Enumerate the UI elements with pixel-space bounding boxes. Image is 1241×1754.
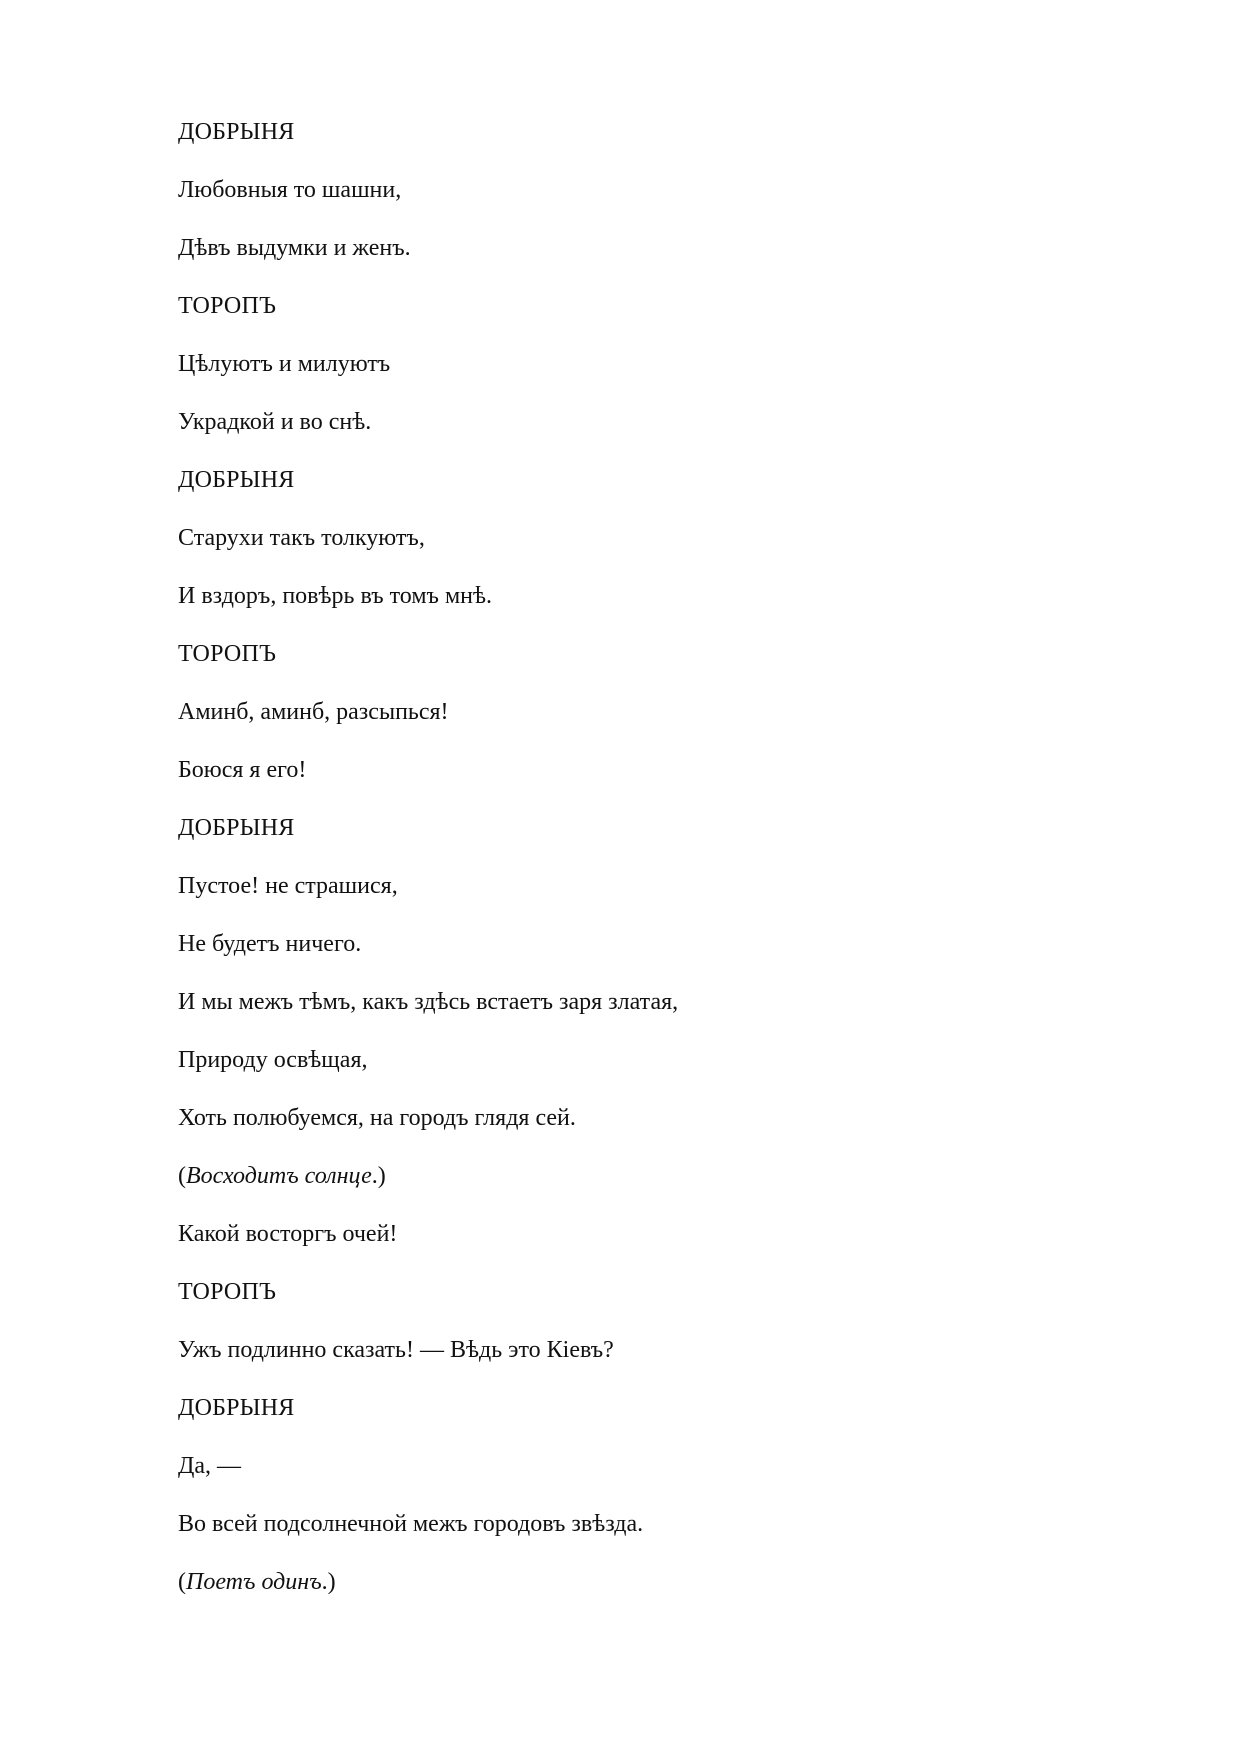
- stage-paren-open: (: [178, 1163, 186, 1189]
- verse-line: Аминб, аминб, разсыпься!: [178, 699, 449, 725]
- speaker-name: ДОБРЫНЯ: [178, 815, 295, 841]
- stage-direction-text: Поетъ одинъ: [186, 1569, 322, 1595]
- verse-line: Ужъ подлинно сказать! — Вѣдь это Кіевъ?: [178, 1337, 614, 1363]
- stage-direction: [178, 1562, 1158, 1620]
- verse-line: Цѣлуютъ и милуютъ: [178, 351, 391, 377]
- stage-direction: [178, 1156, 1158, 1214]
- speaker-name: ТОРОПЪ: [178, 641, 277, 667]
- verse-line: Какой восторгъ очей!: [178, 1221, 398, 1247]
- speaker-name: ДОБРЫНЯ: [178, 119, 295, 145]
- verse-line: Не будетъ ничего.: [178, 931, 362, 957]
- stage-paren-open: (: [178, 1569, 186, 1595]
- verse-line: Любовныя то шашни,: [178, 177, 402, 203]
- speaker-name: ДОБРЫНЯ: [178, 467, 295, 493]
- verse-line: И мы межъ тѣмъ, какъ здѣсь встаетъ заря златая,: [178, 989, 679, 1015]
- verse-line: Природу освѣщая,: [178, 1047, 368, 1073]
- stage-paren-close: .): [321, 1569, 336, 1595]
- verse-line: И вздоръ, повѣрь въ томъ мнѣ.: [178, 583, 493, 609]
- verse-line: Да, —: [178, 1453, 242, 1479]
- stage-direction-text: Восходитъ солнце: [186, 1163, 372, 1189]
- verse-line: Старухи такъ толкуютъ,: [178, 525, 425, 551]
- speaker-name: ТОРОПЪ: [178, 293, 277, 319]
- speaker-name: ТОРОПЪ: [178, 1279, 277, 1305]
- speaker-name: ДОБРЫНЯ: [178, 1395, 295, 1421]
- verse-line: Хоть полюбуемся, на городъ глядя сей.: [178, 1105, 576, 1131]
- stage-paren-close: .): [371, 1163, 386, 1189]
- verse-line: Пустое! не страшися,: [178, 873, 398, 899]
- verse-line: Во всей подсолнечной межъ городовъ звѣзда.: [178, 1511, 644, 1537]
- verse-line: Боюся я его!: [178, 757, 307, 783]
- document-page: [178, 112, 1158, 1620]
- verse-line: Дѣвъ выдумки и женъ.: [178, 235, 411, 261]
- verse-line: Украдкой и во снѣ.: [178, 409, 372, 435]
